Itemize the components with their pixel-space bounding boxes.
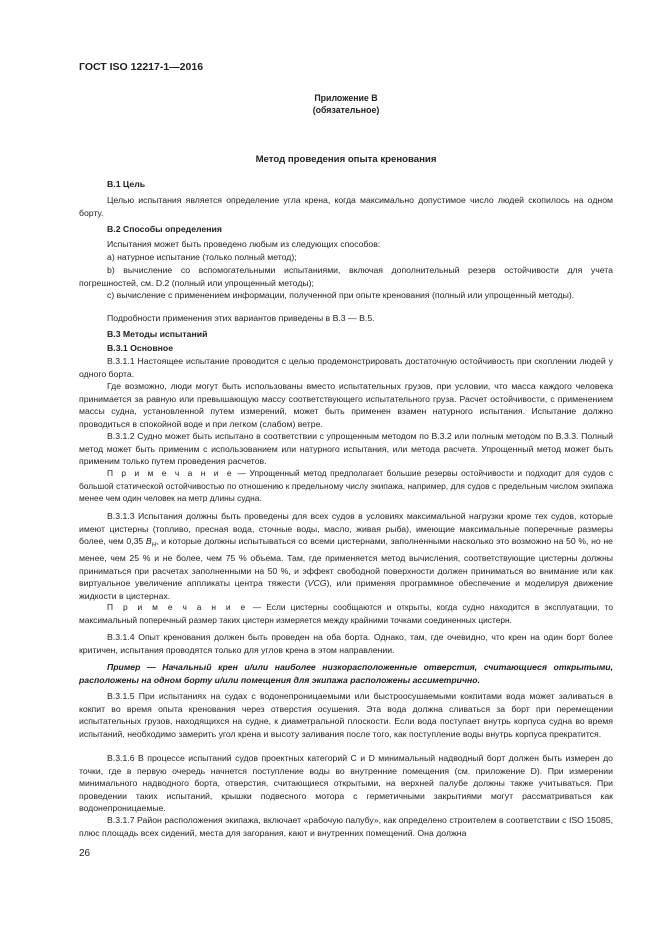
note-2-label: П р и м е ч а н и е — [107, 602, 248, 612]
section-b2-details: Подробности применения этих вариантов приведены в В.3 — В.5. — [107, 313, 375, 323]
section-b2-item-c: с) вычисление с применением информации, полученной при опыте кренования (полный или упрощенный методы). — [107, 290, 575, 300]
clause-b316: В.3.1.6 В процессе испытаний судов проектных категорий С и D минимальный надводный борт должен быть измерен до точки, где в первую очередь начнется поступление воды во внутренние помещения (см. приложение D). При измерении минимального надводного борта, отверстия, считающиеся открытыми, на верхней палубе должны также учитываться. При проведении таких испытаний, крышки подвесного мотора с герметичными закрытиями могут рассматриваться как водонепроницаемые. — [79, 753, 613, 813]
clause-b313-part3: ), или применяя программное обеспечение и моделируя движение жидкости в цистернах. — [79, 578, 613, 601]
section-b2-item-a: а) натурное испытание (только полный метод); — [107, 252, 297, 262]
clause-b311: В.3.1.1 Настоящее испытание проводится с целью продемонстрировать достаточную остойчивость при скоплении людей у одного борта. — [79, 356, 613, 379]
clause-b311-cont: Где возможно, люди могут быть использованы вместо испытательных грузов, при условии, что масса каждого человека принимается за равную или превышающую массу соответствующего испытательного груза. Расчет остойчивости, с применением массы судна, установленной путем измерений, может быть применен взамен натурного испытания. Испытание должно проводиться в спокойной воде и при легком (слабом) ветре. — [79, 381, 613, 429]
symbol-h-subscript: H — [151, 542, 157, 549]
appendix-note: (обязательное) — [312, 105, 380, 115]
clause-b317: В.3.1.7 Район расположения экипажа, включает «рабочую палубу», как определено строителем в соответствии с ISO 15085, плюс площадь всех сидений, места для загорания, кают и внутренних помещений. Она должна — [79, 815, 613, 838]
section-b2-intro: Испытания может быть проведено любым из следующих способов: — [107, 239, 381, 249]
clause-b314: В.3.1.4 Опыт кренования должен быть проведен на оба борта. Однако, там, где очевидно, что крен на один борт более критичен, испытания проводятся только для углов крена в этом направлении. — [79, 632, 613, 655]
appendix-title: Приложение В — [314, 93, 378, 103]
section-b2-item-b: b) вычисление со вспомогательными испытаниями, включая дополнительный резерв остойчивости для учета погрешностей, см. D.2 (полный или упрощенный методы); — [79, 265, 613, 288]
note-1-label: П р и м е ч а н и е — [107, 468, 234, 478]
note-2 — [79, 601, 613, 626]
clause-b315: В.3.1.5 При испытаниях на судах с водонепроницаемыми или быстроосушаемыми кокпитами вода может заливаться в кокпит во время опыта кренования через отверстия осушения. Эта вода должна сливаться за борт при перемещении испытательных грузов, находящихся на судне, к диаметральной плоскости. Если вода поступает внутрь корпуса судна во время испытаний, необходимо замерить угол крена и высоту заливания после того, как поступление воды внутрь корпуса прекратится. — [79, 691, 613, 739]
clause-b313 — [79, 510, 613, 602]
clause-b313-part2: , и которые должны испытываться со всеми цистернами, заполненными насколько это возможно на 50 %, но не менее, чем 25 % и не более, чем 75 % объема. Там, где применяется метод вычисления, соответствующие цистерны должны приниматься при расчетах заполненными на 50 %, и эффект свободной поверхности должен приниматься во внимание или как виртуальное увеличение аппликаты центра тяжести ( — [79, 536, 613, 589]
section-b2-heading: В.2 Способы определения — [107, 224, 222, 234]
symbol-b: B — [145, 536, 152, 546]
standard-header: ГОСТ ISO 12217-1—2016 — [79, 61, 204, 73]
main-title: Метод проведения опыта кренования — [255, 154, 437, 165]
section-b3-heading: В.3 Методы испытаний — [107, 329, 208, 339]
note-1-text: — Упрощенный метод предполагает большие резервы остойчивости и подходит для судов с большой статической остойчивостью по отношению к предельному числу экипажа, например, для судов с предельным числом экипажа менее чем один человек на метр длины судна. — [79, 468, 614, 503]
section-b31-heading: В.3.1 Основное — [107, 343, 174, 353]
symbol-vcg: VCG — [307, 578, 327, 589]
section-b1-heading: В.1 Цель — [107, 179, 146, 189]
example-text: Пример — Начальный крен и/или наиболее низкорасположенные отверстия, считающиеся открытыми, расположены на одном борту и/или помещения для экипажа расположены ассиметрично. — [79, 662, 613, 685]
clause-b313-part1: В.3.1.3 Испытания должны быть проведены для всех судов в условиях максимальной нагрузки кроме тех судов, которые имеют цистерны (топливо, пресная вода, сточные воды, масло, живая рыба), имеющие максимальные поперечные размеры более, чем 0,35 — [79, 511, 613, 546]
appendix-heading — [79, 92, 613, 116]
note-2-text: — Если цистерны сообщаются и открыты, когда судно находится в эксплуатации, то максимальный поперечный размер таких цистерн измеряется между крайними точками соединенных цистерн. — [79, 602, 613, 625]
page-number: 26 — [79, 848, 91, 859]
section-b1-text: Целью испытания является определение угла крена, когда максимально допустимое число людей скопилось на одном борту. — [79, 195, 613, 218]
note-1 — [79, 467, 613, 505]
clause-b312: В.3.1.2 Судно может быть испытано в соответствии с упрощенным методом по В.3.2 или полным методом по В.3.3. Полный метод может быть применим с использованием или натурного испытания, или метода расчета. Упрощенный метод может быть применим только путем проведения расчетов. — [79, 431, 613, 466]
